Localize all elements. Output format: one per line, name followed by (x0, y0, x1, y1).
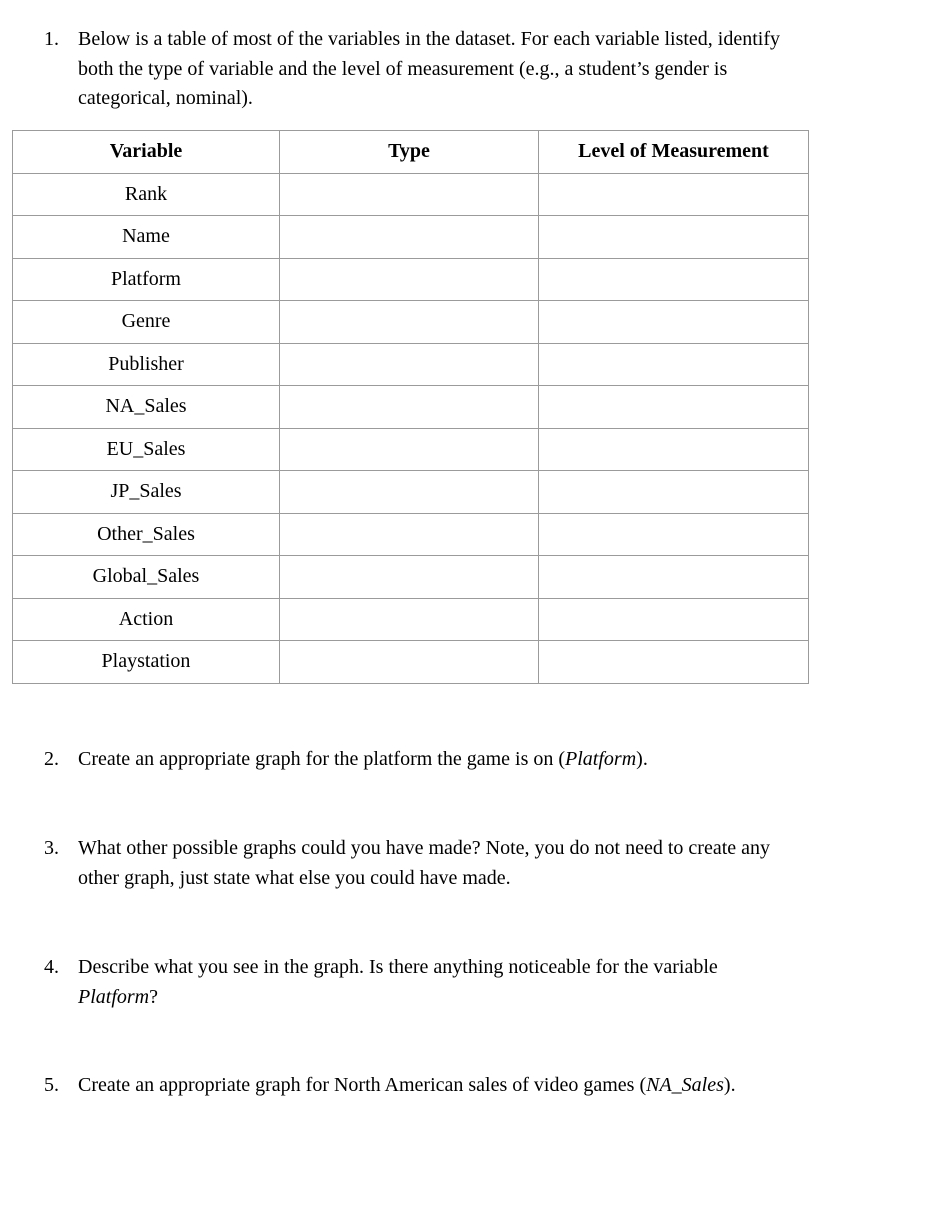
table-row (13, 556, 809, 599)
question-text-line: categorical, nominal). (78, 87, 253, 109)
question-4 (44, 953, 874, 1012)
table-row (13, 471, 809, 514)
table-row (13, 598, 809, 641)
level-cell[interactable] (539, 556, 809, 599)
table-row (13, 386, 809, 429)
question-number: 2. (44, 748, 59, 770)
variable-name-italic: NA_Sales (646, 1074, 724, 1096)
text-segment: Create an appropriate graph for North American sales of video games ( (78, 1074, 647, 1096)
variable-cell: JP_Sales (13, 471, 280, 514)
question-3 (44, 834, 874, 893)
variable-cell: Platform (13, 258, 280, 301)
question-text-line: both the type of variable and the level of measurement (e.g., a student’s gender is (78, 57, 728, 80)
table-row (13, 173, 809, 216)
type-cell[interactable] (280, 216, 539, 259)
type-cell[interactable] (280, 471, 539, 514)
type-cell[interactable] (280, 258, 539, 301)
variable-cell: Rank (13, 173, 280, 216)
variable-cell: Playstation (13, 641, 280, 684)
type-cell[interactable] (280, 556, 539, 599)
table-row (13, 343, 809, 386)
text-segment: Create an appropriate graph for the platform the game is on ( (78, 748, 566, 770)
level-cell[interactable] (539, 173, 809, 216)
question-text-line: other graph, just state what else you could have made. (78, 866, 511, 889)
question-number: 5. (44, 1074, 59, 1096)
text-segment: ). (723, 1074, 736, 1096)
type-cell[interactable] (280, 641, 539, 684)
question-text-line: Describe what you see in the graph. Is there anything noticeable for the variable (78, 956, 718, 978)
table-row (13, 513, 809, 556)
variables-table (12, 130, 809, 684)
question-text (78, 1071, 874, 1101)
level-cell[interactable] (539, 386, 809, 429)
type-cell[interactable] (280, 173, 539, 216)
level-cell[interactable] (539, 343, 809, 386)
table-row (13, 428, 809, 471)
text-segment: ). (636, 748, 648, 770)
header-variable: Variable (13, 131, 280, 174)
level-cell[interactable] (539, 641, 809, 684)
table-row (13, 258, 809, 301)
type-cell[interactable] (280, 301, 539, 344)
question-text (78, 745, 874, 775)
question-2 (44, 745, 874, 775)
text-segment: ? (149, 985, 159, 1008)
level-cell[interactable] (539, 301, 809, 344)
level-cell[interactable] (539, 216, 809, 259)
variable-cell: Global_Sales (13, 556, 280, 599)
question-number: 4. (44, 956, 59, 978)
variable-cell: Genre (13, 301, 280, 344)
question-number: 3. (44, 837, 59, 859)
variable-name-italic: Platform (78, 985, 150, 1008)
variable-cell: Action (13, 598, 280, 641)
type-cell[interactable] (280, 386, 539, 429)
variable-name-italic: Platform (565, 748, 637, 770)
table-row (13, 301, 809, 344)
level-cell[interactable] (539, 471, 809, 514)
level-cell[interactable] (539, 428, 809, 471)
header-type: Type (280, 131, 539, 174)
question-text-line: Below is a table of most of the variables in the dataset. For each variable listed, identify (78, 28, 781, 50)
table-row (13, 641, 809, 684)
type-cell[interactable] (280, 428, 539, 471)
type-cell[interactable] (280, 513, 539, 556)
variable-cell: Name (13, 216, 280, 259)
level-cell[interactable] (539, 258, 809, 301)
question-number: 1. (44, 28, 59, 50)
variable-cell: Publisher (13, 343, 280, 386)
header-level: Level of Measurement (539, 131, 809, 174)
level-cell[interactable] (539, 513, 809, 556)
question-5 (44, 1071, 874, 1101)
type-cell[interactable] (280, 598, 539, 641)
question-1 (44, 25, 874, 114)
variable-cell: NA_Sales (13, 386, 280, 429)
variable-cell: Other_Sales (13, 513, 280, 556)
variable-cell: EU_Sales (13, 428, 280, 471)
type-cell[interactable] (280, 343, 539, 386)
table-header-row (13, 131, 809, 174)
table-row (13, 216, 809, 259)
level-cell[interactable] (539, 598, 809, 641)
question-text-line: What other possible graphs could you have made? Note, you do not need to create any (78, 837, 771, 859)
question-text-line (78, 983, 874, 1013)
